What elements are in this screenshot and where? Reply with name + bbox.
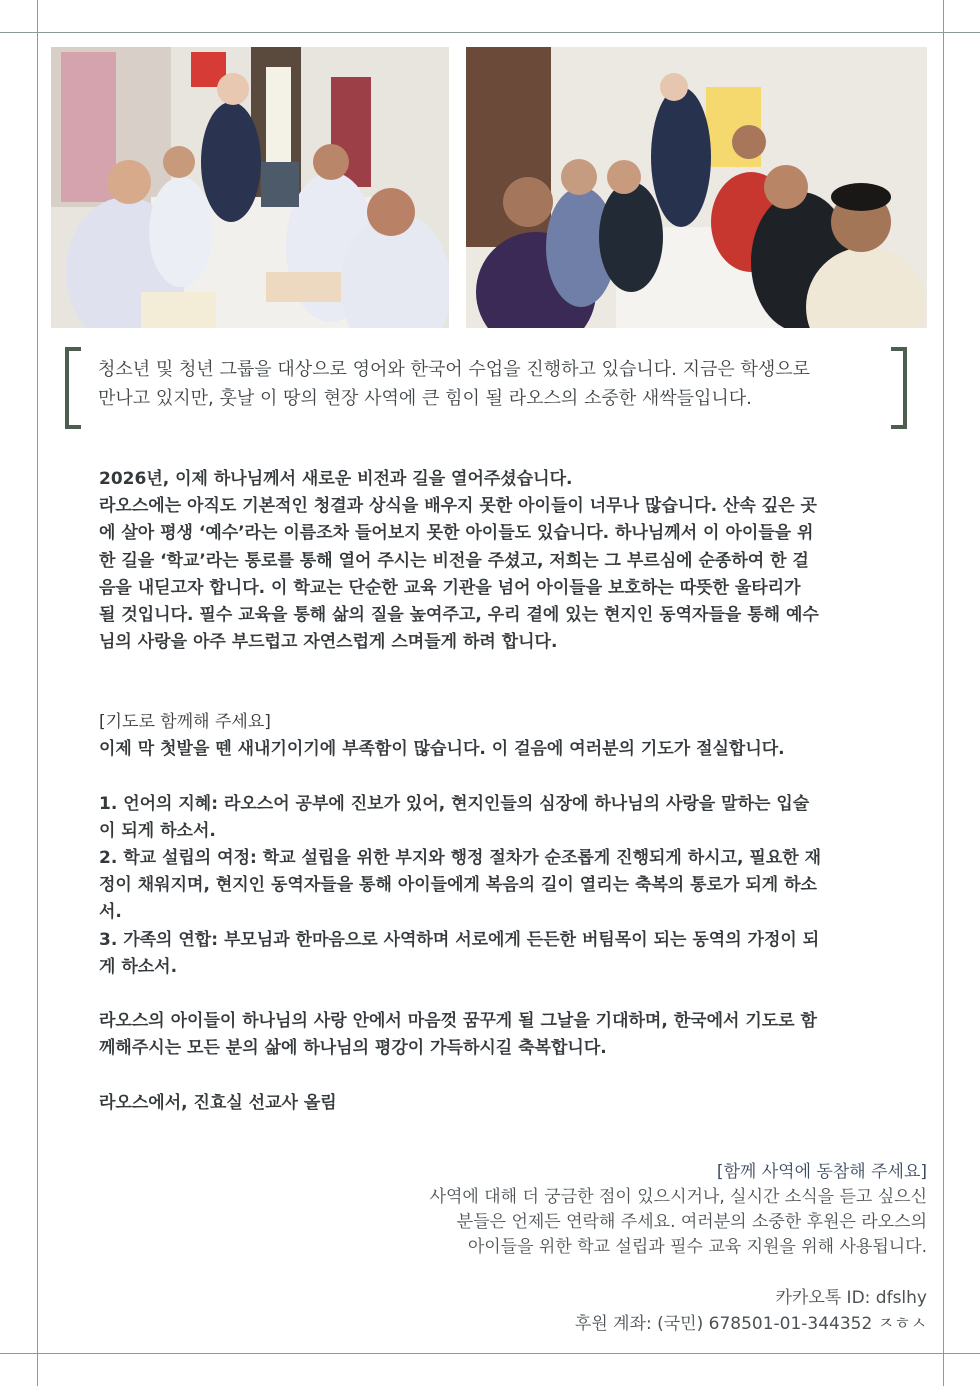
classroom-photo-left xyxy=(51,47,449,328)
join-section xyxy=(430,1160,927,1260)
prayer-item-line: 1. 언어의 지혜: 라오스어 공부에 진보가 있어, 현지인들의 심장에 하나님의 사랑을 말하는 입술 xyxy=(99,793,810,814)
prayer-item-line: 3. 가족의 연합: 부모님과 한마음으로 사역하며 서로에게 든든한 버팀목이 되는 동역의 가정이 되 xyxy=(99,929,820,950)
prayer-section xyxy=(99,709,879,1117)
vision-line: 라오스에는 아직도 기본적인 청결과 상식을 배우지 못한 아이들이 너무나 많습니다. 산속 깊은 곳 xyxy=(99,496,817,517)
photo-caption-quote xyxy=(98,355,878,413)
join-heading: [함께 사역에 동참해 주세요] xyxy=(716,1162,927,1182)
frame-bottom-line xyxy=(0,1353,980,1354)
vision-line: 될 것입니다. 필수 교육을 통해 삶의 질을 높여주고, 우리 곁에 있는 현지인 동역자들을 통해 예수 xyxy=(99,604,819,625)
donation-account[interactable]: 후원 계좌: (국민) 678501-01-344352 ㅈㅎㅅ xyxy=(574,1314,927,1334)
join-line: 아이들을 위한 학교 설립과 필수 교육 지원을 위해 사용됩니다. xyxy=(467,1237,927,1257)
join-line: 사역에 대해 더 궁금한 점이 있으시거나, 실시간 소식을 듣고 싶으신 xyxy=(429,1187,927,1207)
frame-top-line xyxy=(0,32,980,33)
vision-line: 님의 사랑을 아주 부드럽고 자연스럽게 스며들게 하려 합니다. xyxy=(99,632,558,653)
prayer-heading: [기도로 함께해 주세요] xyxy=(99,712,271,732)
vision-line: 에 살아 평생 ‘예수’라는 이름조차 들어보지 못한 아이들도 있습니다. 하나님께서 이 아이들을 위 xyxy=(99,523,814,544)
spacer xyxy=(99,1062,879,1089)
prayer-item-line: 게 하소서. xyxy=(99,956,178,977)
prayer-intro: 이제 막 첫발을 뗀 새내기이기에 부족함이 많습니다. 이 걸음에 여러분의 기도가 절실합니다. xyxy=(99,739,785,760)
frame-right-line xyxy=(943,0,944,1386)
blessing-line: 께해주시는 모든 분의 삶에 하나님의 평강이 가득하시길 축복합니다. xyxy=(99,1038,607,1059)
signature: 라오스에서, 진효실 선교사 올림 xyxy=(99,1092,337,1113)
join-line: 분들은 언제든 연락해 주세요. 여러분의 소중한 후원은 라오스의 xyxy=(456,1212,927,1232)
kakao-id[interactable]: 카카오톡 ID: dfslhy xyxy=(775,1288,927,1308)
classroom-photo-right xyxy=(466,47,927,328)
contact-info xyxy=(575,1285,927,1337)
prayer-item-line: 서. xyxy=(99,902,122,923)
frame-left-line xyxy=(37,0,38,1386)
blessing-line: 라오스의 아이들이 하나님의 사랑 안에서 마음껏 꿈꾸게 될 그날을 기대하며, 한국에서 기도로 함 xyxy=(99,1011,817,1032)
vision-line: 한 길을 ‘학교’라는 통로를 통해 열어 주시는 비전을 주셨고, 저희는 그 부르심에 순종하여 한 걸 xyxy=(99,550,809,571)
spacer xyxy=(99,763,879,790)
vision-line: 2026년, 이제 하나님께서 새로운 비전과 길을 열어주셨습니다. xyxy=(99,469,573,489)
quote-line: 만나고 있지만, 훗날 이 땅의 현장 사역에 큰 힘이 될 라오스의 소중한 새싹들입니다. xyxy=(98,388,752,409)
vision-line: 음을 내딛고자 합니다. 이 학교는 단순한 교육 기관을 넘어 아이들을 보호하는 따뜻한 울타리가 xyxy=(99,577,801,598)
quote-line: 청소년 및 청년 그룹을 대상으로 영어와 한국어 수업을 진행하고 있습니다. 지금은 학생으로 xyxy=(98,359,811,380)
prayer-item-line: 2. 학교 설립의 여정: 학교 설립을 위한 부지와 행정 절차가 순조롭게 진행되게 하시고, 필요한 재 xyxy=(99,847,822,868)
quote-bracket-right xyxy=(891,347,907,429)
prayer-item-line: 정이 채워지며, 현지인 동역자들을 통해 아이들에게 복음의 길이 열리는 축복의 통로가 되게 하소 xyxy=(99,875,817,896)
prayer-item-line: 이 되게 하소서. xyxy=(99,820,216,841)
vision-paragraph xyxy=(99,466,879,656)
spacer xyxy=(99,981,879,1008)
quote-bracket-left xyxy=(65,347,81,429)
